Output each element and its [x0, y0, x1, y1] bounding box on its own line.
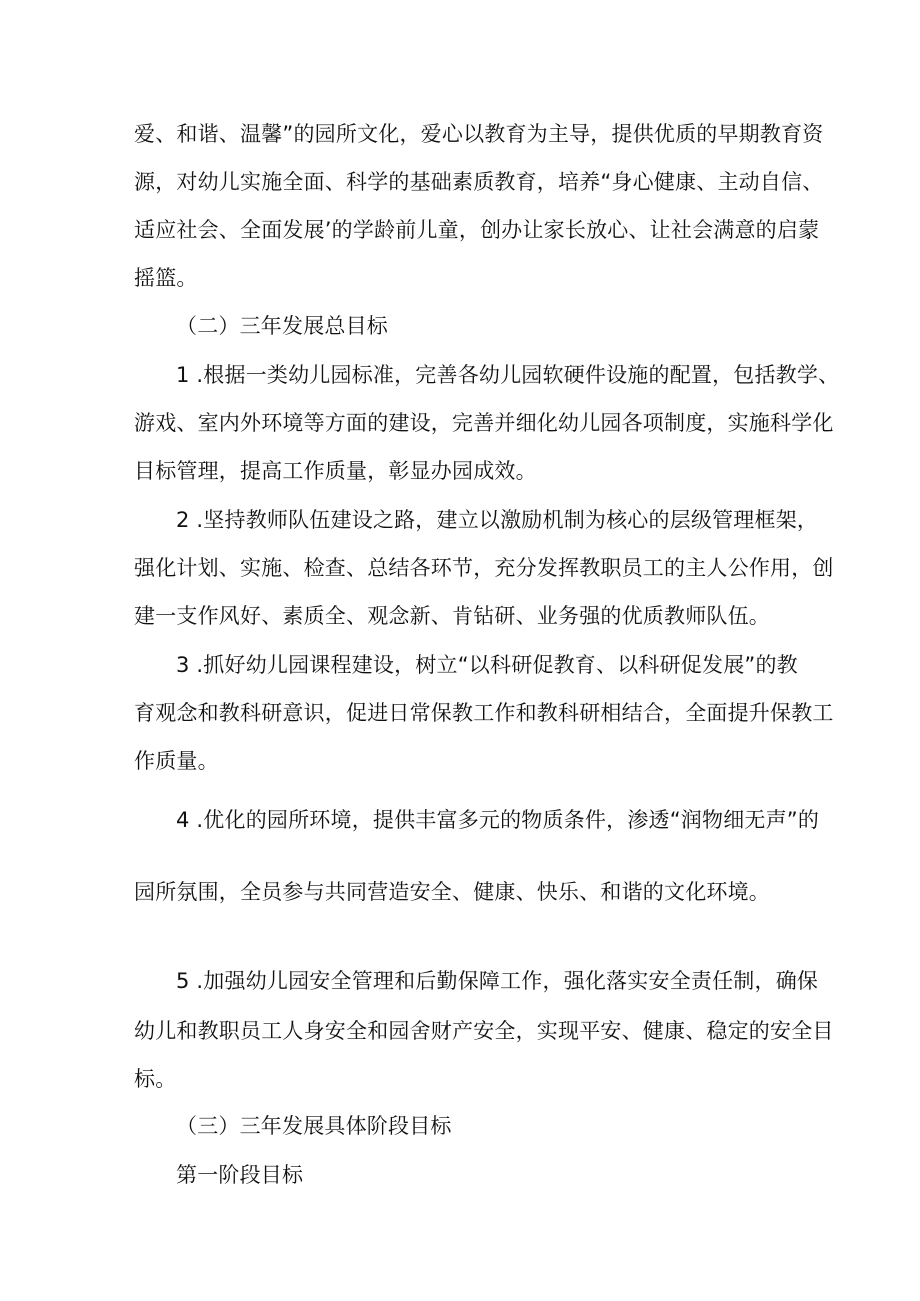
- goal-2-line-2: 强化计划、实施、检查、总结各环节，充分发挥教职员工的主人公作用，创: [134, 556, 834, 580]
- goal-2-line-3: 建一支作风好、素质全、观念新、肯钻研、业务强的优质教师队伍。: [134, 604, 770, 628]
- stage-one-heading: 第一阶段目标: [176, 1163, 304, 1187]
- goal-4-line-1: 4 .优化的园所环境，提供丰富多元的物质条件，渗透“润物细无声”的: [176, 808, 820, 832]
- section-two-heading: （二）三年发展总目标: [176, 314, 388, 338]
- goal-3-line-2: 育观念和教科研意识，促进日常保教工作和教科研相结合，全面提升保教工: [134, 701, 834, 725]
- goal-1-line-2: 游戏、室内外环境等方面的建设，完善并细化幼儿园各项制度，实施科学化: [134, 411, 834, 435]
- goal-1-line-1: 1 .根据一类幼儿园标准，完善各幼儿园软硬件设施的配置，包括教学、: [176, 363, 840, 387]
- goal-5-line-3: 标。: [134, 1067, 177, 1091]
- goal-4-line-2: 园所氛围，全员参与共同营造安全、健康、快乐、和谐的文化环境。: [134, 880, 770, 904]
- goal-3-line-3: 作质量。: [134, 749, 219, 773]
- goal-3-line-1: 3 .抓好幼儿园课程建设，树立“以科研促教育、以科研促发展”的教: [176, 653, 798, 677]
- goal-2-line-1: 2 .坚持教师队伍建设之路，建立以激励机制为核心的层级管理框架，: [176, 508, 819, 532]
- intro-line-4: 摇篮。: [134, 266, 198, 290]
- goal-5-line-2: 幼儿和教职员工人身安全和园舍财产安全，实现平安、健康、稳定的安全目: [134, 1019, 834, 1043]
- intro-line-1: 爱、和谐、温馨”的园所文化，爱心以教育为主导，提供优质的早期教育资: [134, 122, 824, 146]
- intro-line-3: 适应社会、全面发展’的学龄前儿童，创办让家长放心、让社会满意的启蒙: [134, 218, 820, 242]
- goal-5-line-1: 5 .加强幼儿园安全管理和后勤保障工作，强化落实安全责任制，确保: [176, 969, 819, 993]
- intro-line-2: 源，对幼儿实施全面、科学的基础素质教育，培养“身心健康、主动自信、: [134, 170, 824, 194]
- goal-1-line-3: 目标管理，提高工作质量，彰显办园成效。: [134, 459, 537, 483]
- section-three-heading: （三）三年发展具体阶段目标: [176, 1114, 452, 1138]
